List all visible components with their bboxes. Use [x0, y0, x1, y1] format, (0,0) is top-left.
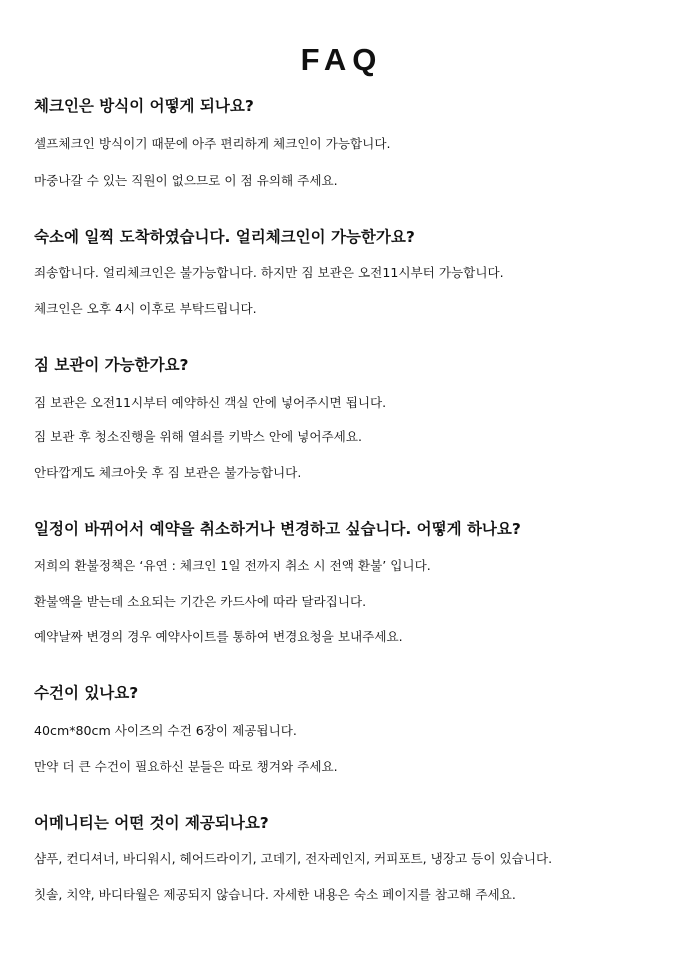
- faq-question: 짐 보관이 가능한가요?: [34, 356, 189, 374]
- faq-question: 어메니티는 어떤 것이 제공되나요?: [34, 814, 269, 832]
- faq-answer: 셀프체크인 방식이기 때문에 아주 편리하게 체크인이 가능합니다.: [34, 136, 391, 151]
- faq-answer: 체크인은 오후 4시 이후로 부탁드립니다.: [34, 301, 257, 316]
- page-title: FAQ: [300, 42, 383, 77]
- faq-answer: 칫솔, 치약, 바디타월은 제공되지 않습니다. 자세한 내용은 숙소 페이지를 참고해 주세요.: [34, 887, 516, 902]
- faq-question: 수건이 있나요?: [34, 684, 139, 702]
- faq-answer: 예약날짜 변경의 경우 예약사이트를 통하여 변경요청을 보내주세요.: [34, 629, 403, 644]
- faq-answer: 마중나갈 수 있는 직원이 없으므로 이 점 유의해 주세요.: [34, 173, 338, 188]
- faq-answer: 짐 보관은 오전11시부터 예약하신 객실 안에 넣어주시면 됩니다.: [34, 395, 387, 410]
- faq-question: 숙소에 일찍 도착하였습니다. 얼리체크인이 가능한가요?: [34, 228, 415, 246]
- faq-answer: 40cm*80cm 사이즈의 수건 6장이 제공됩니다.: [34, 723, 297, 738]
- faq-answer: 죄송합니다. 얼리체크인은 불가능합니다. 하지만 짐 보관은 오전11시부터 가능합니다.: [34, 265, 504, 280]
- faq-answer: 만약 더 큰 수건이 필요하신 분들은 따로 챙겨와 주세요.: [34, 759, 338, 774]
- faq-answer: 샴푸, 컨디셔너, 바디워시, 헤어드라이기, 고데기, 전자레인지, 커피포트, 냉장고 등이 있습니다.: [34, 851, 553, 866]
- faq-answer: 짐 보관 후 청소진행을 위해 열쇠를 키박스 안에 넣어주세요.: [34, 429, 363, 444]
- faq-question: 일정이 바뀌어서 예약을 취소하거나 변경하고 싶습니다. 어떻게 하나요?: [34, 520, 521, 538]
- faq-answer: 저희의 환불정책은 ‘유연 : 체크인 1일 전까지 취소 시 전액 환불’ 입니다.: [34, 558, 431, 573]
- faq-question: 체크인은 방식이 어떻게 되나요?: [34, 97, 254, 115]
- faq-answer: 안타깝게도 체크아웃 후 짐 보관은 불가능합니다.: [34, 465, 302, 480]
- faq-answer: 환불액을 받는데 소요되는 기간은 카드사에 따라 달라집니다.: [34, 594, 367, 609]
